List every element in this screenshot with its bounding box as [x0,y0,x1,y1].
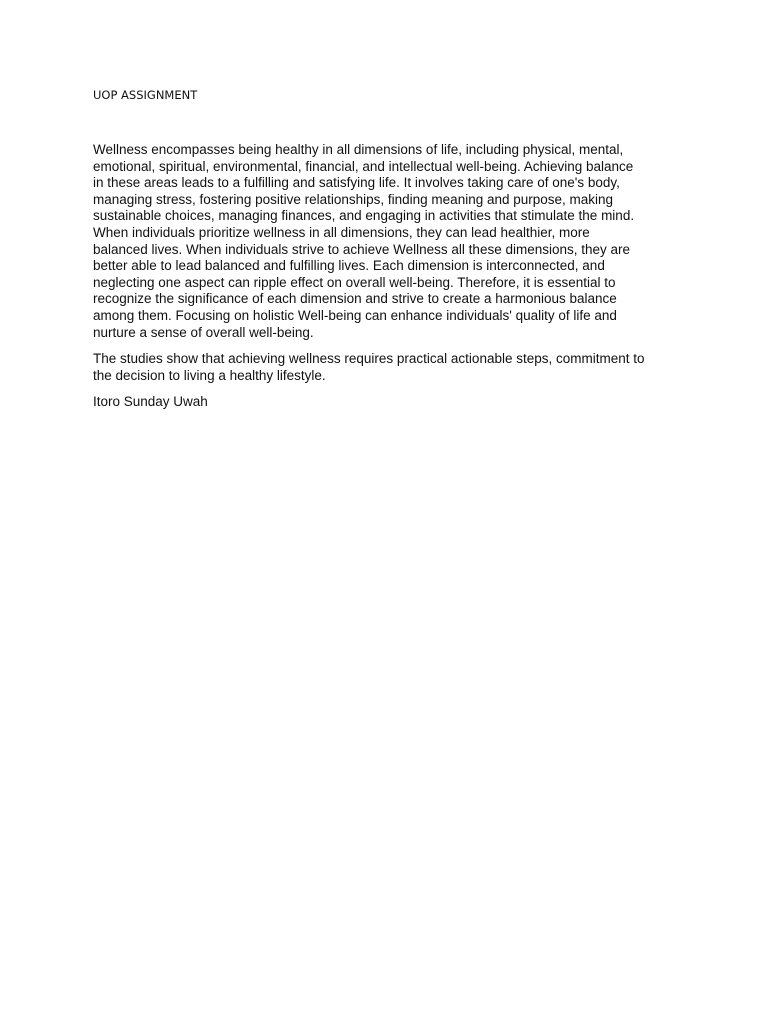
paragraph-line: sustainable choices, managing finances, and engaging in activities that stimulate the mind. [93,208,635,224]
paragraph-line: emotional, spiritual, environmental, financial, and intellectual well-being. Achieving balance [93,158,634,174]
paragraph-line: better able to lead balanced and fulfilling lives. Each dimension is interconnected, and [93,258,605,274]
paragraph-wellness [93,142,673,341]
paragraph-line: balanced lives. When individuals strive to achieve Wellness all these dimensions, they are [93,241,631,257]
paragraph-line: neglecting one aspect can ripple effect on overall well-being. Therefore, it is essential to [93,274,616,290]
document-heading: UOP ASSIGNMENT [93,88,198,102]
paragraph-line: Wellness encompasses being healthy in all dimensions of life, including physical, mental, [93,142,624,157]
author-name: Itoro Sunday Uwah [93,394,208,410]
document-body [93,142,673,421]
paragraph-line: recognize the significance of each dimension and strive to create a harmonious balance [93,291,617,307]
paragraph-line: the decision to living a healthy lifestyle. [93,367,326,383]
paragraph-studies [93,351,673,384]
paragraph-line: in these areas leads to a fulfilling and satisfying life. It involves taking care of one's body, [93,175,620,191]
paragraph-line: managing stress, fostering positive relationships, finding meaning and purpose, making [93,191,614,207]
paragraph-line: among them. Focusing on holistic Well-being can enhance individuals' quality of life and [93,307,617,323]
paragraph-line: nurture a sense of overall well-being. [93,324,314,340]
paragraph-line: When individuals prioritize wellness in all dimensions, they can lead healthier, more [93,224,590,240]
paragraph-line: The studies show that achieving wellness requires practical actionable steps, commitment to [93,351,645,367]
